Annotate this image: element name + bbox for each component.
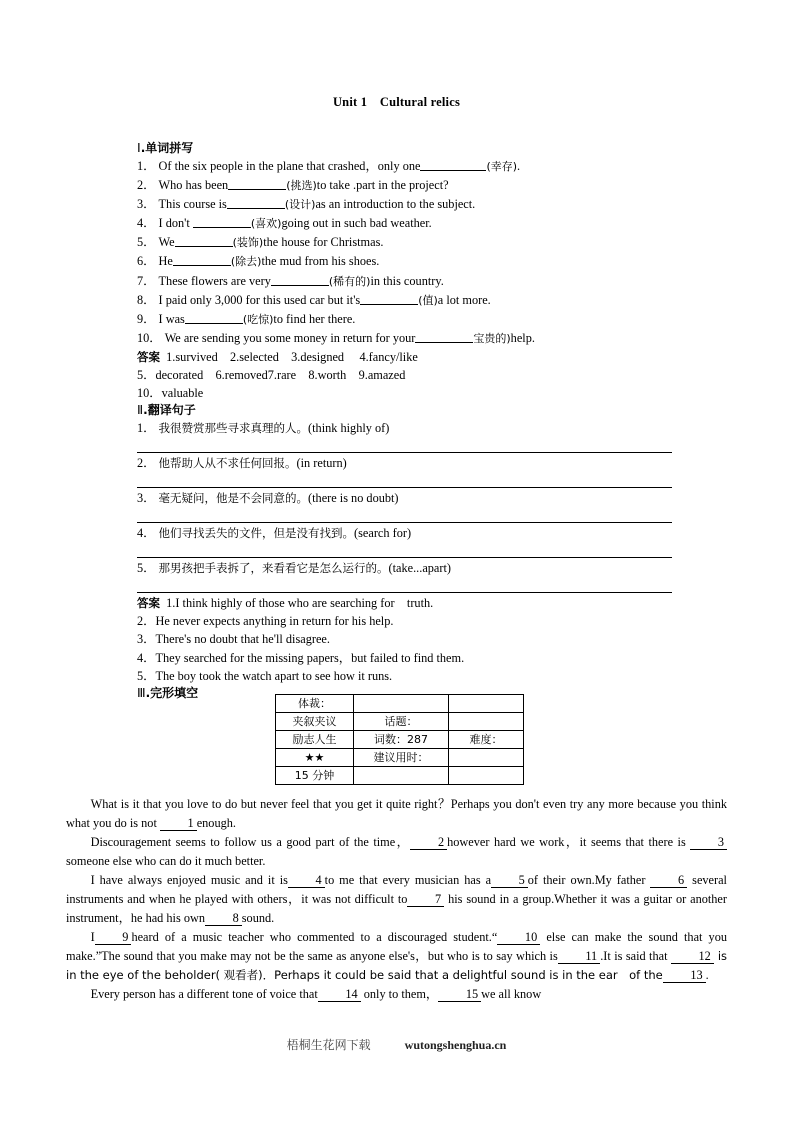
cloze-gap-1[interactable]: 1: [160, 817, 197, 831]
answer-blank[interactable]: [173, 254, 231, 266]
write-in-rule[interactable]: [137, 592, 672, 593]
item-text-post: as an introduction to the subject.: [315, 197, 476, 212]
section-2-answer-line: [137, 649, 677, 667]
item-text-post: to take .part in the project?: [316, 178, 449, 193]
passage-text: is in the eye of the beholder( 观看者)．Perhaps it could be said that a delightful sound is in the ear of the: [66, 949, 728, 982]
table-cell: 话题：: [354, 713, 449, 731]
item-number: 9．: [137, 311, 156, 326]
cloze-gap-5[interactable]: 5: [491, 874, 528, 888]
table-row: [276, 713, 524, 731]
answer-blank[interactable]: [360, 293, 418, 305]
item-hint: (装饰): [232, 236, 264, 250]
translation-prompt: [137, 489, 677, 507]
item-number: 3．: [137, 197, 156, 212]
write-in-rule[interactable]: [137, 557, 672, 558]
write-in-rule[interactable]: [137, 452, 672, 453]
table-cell: 体裁：: [276, 695, 354, 713]
item-text-post: the mud from his shoes.: [261, 254, 380, 269]
item-number: 5．: [137, 561, 156, 576]
item-cue: (in return): [296, 456, 347, 471]
item-text-pre: These flowers are very: [158, 273, 271, 288]
item-text-post: the house for Christmas.: [263, 235, 384, 250]
passage-text: someone else who can do it much better.: [66, 854, 266, 868]
item-hint: (稀有的): [328, 274, 371, 288]
table-row: [276, 749, 524, 767]
cloze-gap-10[interactable]: 10: [497, 931, 540, 945]
page-title: Unit 1 Cultural relics: [332, 95, 461, 109]
item-text-pre: I don't: [158, 216, 193, 231]
table-cell: [449, 749, 524, 767]
table-row: [276, 731, 524, 749]
cloze-gap-4[interactable]: 4: [288, 874, 325, 888]
item-cue: (there is no doubt): [308, 491, 399, 506]
table-row: [276, 767, 524, 785]
section-1-label: .单词拼写: [140, 141, 194, 155]
answer-text: 2．He never expects anything in return for his help.: [137, 614, 394, 629]
item-text-post: .: [517, 159, 521, 173]
table-cell: [449, 713, 524, 731]
item-hint: (除去): [230, 255, 262, 269]
table-cell: 词数：287: [354, 731, 449, 749]
section-1-answer-line: [137, 384, 677, 402]
item-hint: (挑选): [286, 179, 317, 193]
item-hint: (吃惊): [242, 312, 274, 326]
item-chinese: 他帮助人从不求任何回报。: [158, 456, 297, 471]
answer-text: 5．The boy took the watch apart to see how it runs.: [137, 668, 393, 683]
item-text-post: a lot more.: [437, 292, 491, 307]
table-row: [276, 695, 524, 713]
translation-item: [137, 419, 677, 453]
item-number: 2．: [137, 456, 156, 471]
translation-prompt: [137, 419, 677, 437]
page-footer: [0, 1036, 793, 1053]
item-text-post: going out in such bad weather.: [281, 216, 432, 231]
cloze-gap-2[interactable]: 2: [410, 836, 447, 850]
item-cue: (take...apart): [388, 561, 452, 576]
section-3-roman: Ⅲ: [137, 685, 146, 700]
answer-text: 10．valuable: [137, 386, 204, 401]
passage-text: heard of a music teacher who commented to a discouraged student.“: [131, 930, 498, 944]
answer-label: 答案: [137, 596, 160, 611]
item-chinese: 他们寻找丢失的文件，但是没有找到。: [158, 526, 355, 541]
list-item: [137, 176, 677, 195]
list-item: [137, 252, 677, 271]
footer-url[interactable]: wutongshenghua.cn: [404, 1038, 507, 1052]
answer-blank[interactable]: [227, 197, 285, 209]
answer-text: 4．They searched for the missing papers，but failed to find them.: [137, 650, 465, 665]
footer-site-name: 梧桐生花网下载: [286, 1038, 371, 1052]
item-hint: (喜欢): [250, 217, 282, 231]
translation-item: [137, 559, 677, 593]
cloze-gap-9[interactable]: 9: [95, 931, 132, 945]
passage-text: What is it that you love to do but never feel that you get it quite right？Perhaps you don't even try any more because you think what you do is not: [66, 797, 727, 830]
item-text-pre: We: [158, 235, 175, 250]
passage-text: Every person has a different tone of voice that: [90, 987, 318, 1001]
item-number: 5．: [137, 235, 156, 250]
item-text-pre: I was: [158, 311, 185, 326]
answer-blank[interactable]: [193, 216, 251, 228]
translation-item: [137, 454, 677, 488]
cloze-gap-12[interactable]: 12: [671, 950, 714, 964]
item-number: 2．: [137, 178, 156, 193]
answer-blank[interactable]: [271, 274, 329, 286]
write-in-rule[interactable]: [137, 522, 672, 523]
passage-paragraph: [66, 833, 727, 871]
passage-text: his sound in a group.Whether it was a guitar or another instrument，he had his own: [66, 892, 727, 925]
passage-text: to me that every musician has a: [324, 873, 492, 887]
item-hint: (值): [418, 293, 438, 307]
item-hint: (幸存): [486, 160, 518, 173]
cloze-gap-6[interactable]: 6: [650, 874, 687, 888]
passage-paragraph: [66, 928, 727, 985]
item-chinese: 毫无疑问，他是不会同意的。: [158, 491, 309, 506]
answer-blank[interactable]: [420, 159, 486, 171]
section-2-roman: Ⅱ: [137, 403, 144, 418]
table-cell: 15 分钟: [276, 767, 354, 785]
section-1-answer-line: [137, 348, 677, 366]
answer-text: 3．There's no doubt that he'll disagree.: [137, 632, 330, 647]
item-hint: (设计): [284, 198, 316, 212]
passage-text: .: [705, 968, 709, 982]
cloze-gap-13[interactable]: 13: [663, 969, 706, 983]
translation-item: [137, 524, 677, 558]
cloze-gap-3[interactable]: 3: [690, 836, 727, 850]
list-item: [137, 310, 677, 329]
item-number: 10．: [137, 330, 162, 345]
document-body: [137, 140, 677, 702]
item-number: 1．: [137, 159, 156, 173]
cloze-gap-14[interactable]: 14: [318, 988, 361, 1002]
passage-text: only to them，: [360, 987, 439, 1001]
item-number: 4．: [137, 216, 156, 231]
item-cue: (think highly of): [308, 421, 390, 436]
answer-text: 5．decorated 6.removed7.rare 8.worth 9.amazed: [137, 368, 406, 383]
passage-text: however hard we work，it seems that there is: [447, 835, 691, 849]
table-cell: 难度：: [449, 731, 524, 749]
answer-blank[interactable]: [175, 235, 233, 247]
table-cell: [354, 767, 449, 785]
translation-prompt: [137, 524, 677, 542]
list-item: [137, 272, 677, 291]
translation-prompt: [137, 559, 677, 577]
item-number: 4．: [137, 526, 156, 541]
cloze-passage: [66, 795, 727, 1004]
item-chinese: 我很赞赏那些寻求真理的人。: [158, 421, 309, 436]
difficulty-rating: ★★: [276, 749, 354, 767]
answer-text: 1.survived 2.selected 3.designed 4.fancy/like: [166, 349, 418, 364]
passage-text: else can make the sound that you make.”The sound that you make may not be the same as anyone else's，but who is to say which is: [66, 930, 727, 963]
cloze-gap-7[interactable]: 7: [407, 893, 444, 907]
answer-text: 1.I think highly of those who are searching for truth.: [166, 596, 434, 611]
table-cell: [354, 695, 449, 713]
section-2-label: .翻译句子: [143, 403, 196, 418]
list-item: [137, 195, 677, 214]
section-3-label: .完形填空: [145, 685, 199, 700]
passage-paragraph: [66, 985, 727, 1004]
passage-text: sound.: [241, 911, 275, 925]
passage-text: several instruments and when he played with others，it was not difficult to: [66, 873, 727, 906]
translation-item: [137, 489, 677, 523]
passage-text: I have always enjoyed music and it is: [90, 873, 288, 887]
item-chinese: 那男孩把手表拆了，来看看它是怎么运行的。: [158, 561, 389, 576]
item-number: 1．: [137, 421, 156, 436]
item-text-pre: This course is: [158, 197, 227, 212]
section-2-answer-line: [137, 594, 677, 612]
list-item: [137, 291, 677, 310]
answer-label: 答案: [137, 349, 160, 364]
answer-blank[interactable]: [185, 312, 243, 324]
item-text-post: help.: [510, 330, 535, 345]
list-item: [137, 157, 677, 176]
section-2-answer-line: [137, 612, 677, 630]
passage-text: Discouragement seems to follow us a good part of the time，: [90, 835, 411, 849]
table-cell: 建议用时：: [354, 749, 449, 767]
cloze-gap-11[interactable]: 11: [558, 950, 600, 964]
table-cell: 励志人生: [276, 731, 354, 749]
item-number: 6．: [137, 254, 156, 269]
passage-text: enough.: [196, 816, 236, 830]
section-1-answer-line: [137, 366, 677, 384]
passage-text: .It is said that: [600, 949, 671, 963]
list-item: [137, 214, 677, 233]
passage-info-table: [275, 694, 524, 785]
passage-paragraph: [66, 871, 727, 928]
item-number: 8．: [137, 292, 156, 307]
passage-text: of their own.My father: [527, 873, 651, 887]
item-text-post: to find her there.: [273, 311, 356, 326]
item-cue: (search for): [354, 526, 412, 541]
item-text-pre: Who has been: [158, 178, 229, 193]
translation-prompt: [137, 454, 677, 472]
section-1-heading: [137, 140, 677, 157]
section-1-roman: Ⅰ: [137, 141, 141, 155]
list-item: [137, 233, 677, 252]
section-2-answer-line: [137, 667, 677, 685]
item-number: 3．: [137, 491, 156, 506]
write-in-rule[interactable]: [137, 487, 672, 488]
item-text-pre: He: [158, 254, 173, 269]
section-2-heading: [137, 402, 677, 419]
item-number: 7．: [137, 273, 156, 288]
table-cell: [449, 767, 524, 785]
answer-blank[interactable]: [415, 331, 473, 343]
passage-paragraph: [66, 795, 727, 833]
cloze-gap-8[interactable]: 8: [205, 912, 242, 926]
section-2-answer-line: [137, 630, 677, 648]
table-cell: [449, 695, 524, 713]
item-text-post: in this country.: [370, 273, 444, 288]
answer-blank[interactable]: [228, 178, 286, 190]
passage-text: we all know: [481, 987, 542, 1001]
item-text-pre: Of the six people in the plane that crashed，only one: [158, 159, 421, 173]
list-item: [137, 329, 677, 348]
passage-text: I: [90, 930, 95, 944]
cloze-gap-15[interactable]: 15: [438, 988, 481, 1002]
item-text-pre: We are sending you some money in return for your: [164, 330, 416, 345]
item-hint: 宝贵的): [473, 331, 511, 345]
item-text-pre: I paid only 3,000 for this used car but it's: [158, 292, 361, 307]
table-cell: 夹叙夹议: [276, 713, 354, 731]
